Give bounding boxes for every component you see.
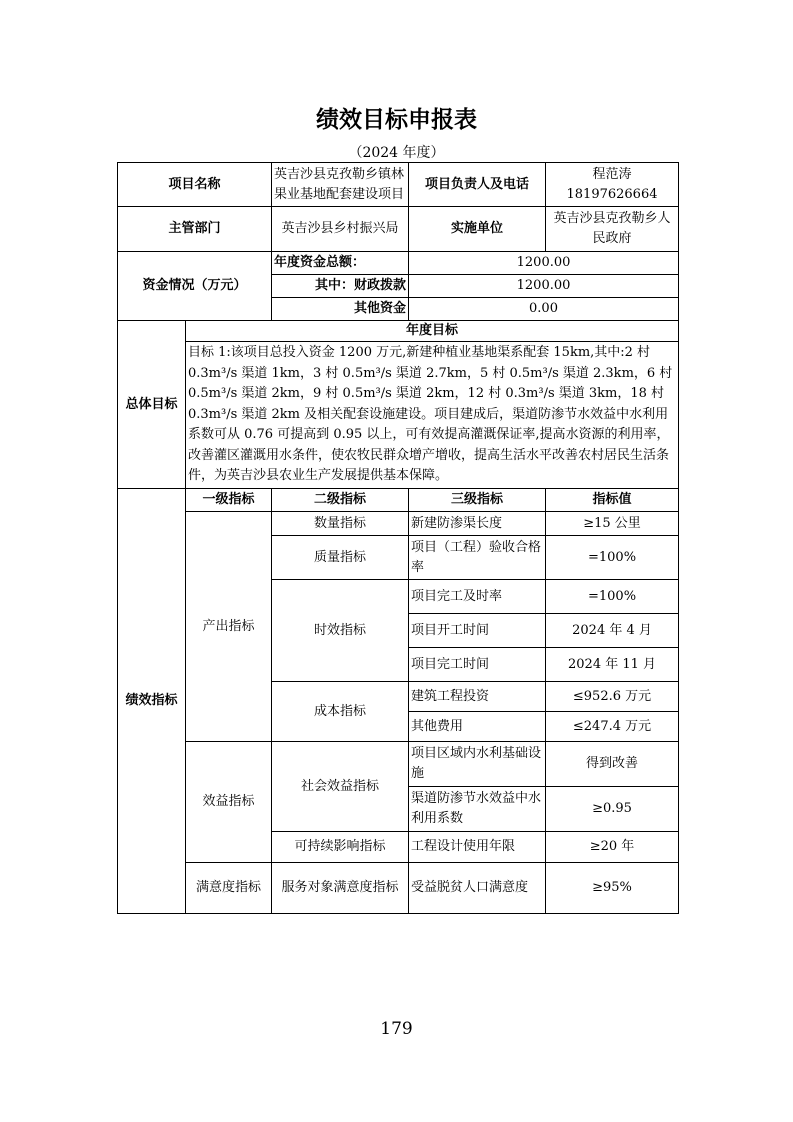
indicator-name: 其他费用 xyxy=(409,712,546,742)
header-level2: 二级指标 xyxy=(272,489,409,512)
header-level1: 一级指标 xyxy=(186,489,272,512)
project-name-label: 项目名称 xyxy=(118,163,272,207)
level2-cost: 成本指标 xyxy=(272,682,409,742)
indicator-name: 受益脱贫人口满意度 xyxy=(409,863,546,914)
dept-value: 英吉沙县乡村振兴局 xyxy=(272,207,409,252)
performance-label: 绩效指标 xyxy=(118,489,186,914)
indicator-value: ≥15 公里 xyxy=(546,512,679,536)
funds-fiscal-label: 其中：财政拨款 xyxy=(272,275,409,298)
level2-quantity: 数量指标 xyxy=(272,512,409,536)
header-level3: 三级指标 xyxy=(409,489,546,512)
level1-benefit: 效益指标 xyxy=(186,742,272,863)
table-row xyxy=(118,207,679,252)
indicator-value: 2024 年 11 月 xyxy=(546,648,679,682)
table-row xyxy=(118,489,679,512)
indicator-value: =100% xyxy=(546,580,679,614)
table-row xyxy=(118,742,679,787)
level2-quality: 质量指标 xyxy=(272,536,409,580)
indicator-name: 建筑工程投资 xyxy=(409,682,546,712)
indicator-value: =100% xyxy=(546,536,679,580)
header-value: 指标值 xyxy=(546,489,679,512)
indicator-name: 项目（工程）验收合格率 xyxy=(409,536,546,580)
project-name-value: 英吉沙县克孜勒乡镇林果业基地配套建设项目 xyxy=(272,163,409,207)
annual-target-header: 年度目标 xyxy=(186,321,679,342)
unit-value: 英吉沙县克孜勒乡人民政府 xyxy=(546,207,679,252)
indicator-value: ≥95% xyxy=(546,863,679,914)
dept-label: 主管部门 xyxy=(118,207,272,252)
indicator-value: ≥20 年 xyxy=(546,832,679,863)
document-year: （2024 年度） xyxy=(348,145,445,161)
indicator-value: ≥0.95 xyxy=(546,787,679,832)
table-row xyxy=(118,163,679,207)
level2-social: 社会效益指标 xyxy=(272,742,409,832)
indicator-name: 项目完工时间 xyxy=(409,648,546,682)
table-row xyxy=(118,321,679,342)
unit-label: 实施单位 xyxy=(409,207,546,252)
overall-target-label: 总体目标 xyxy=(118,321,186,489)
indicator-name: 渠道防渗节水效益中水利用系数 xyxy=(409,787,546,832)
funds-label: 资金情况（万元） xyxy=(118,252,272,321)
indicator-value: 得到改善 xyxy=(546,742,679,787)
funds-other-label: 其他资金 xyxy=(272,298,409,321)
indicator-value: ≤247.4 万元 xyxy=(546,712,679,742)
owner-value: 程范涛 18197626664 xyxy=(546,163,679,207)
funds-fiscal-value: 1200.00 xyxy=(409,275,679,298)
table-row xyxy=(118,342,679,489)
indicator-name: 项目开工时间 xyxy=(409,614,546,648)
table-row xyxy=(118,252,679,275)
level2-service-satisfaction: 服务对象满意度指标 xyxy=(272,863,409,914)
page-number: 179 xyxy=(380,1019,413,1039)
indicator-name: 新建防渗渠长度 xyxy=(409,512,546,536)
indicator-name: 项目区域内水利基础设施 xyxy=(409,742,546,787)
level1-output: 产出指标 xyxy=(186,512,272,742)
performance-target-table xyxy=(117,162,679,914)
indicator-value: ≤952.6 万元 xyxy=(546,682,679,712)
funds-other-value: 0.00 xyxy=(409,298,679,321)
document-title: 绩效目标申报表 xyxy=(316,107,477,133)
funds-total-value: 1200.00 xyxy=(409,252,679,275)
indicator-value: 2024 年 4 月 xyxy=(546,614,679,648)
level2-sustainable: 可持续影响指标 xyxy=(272,832,409,863)
level2-timeliness: 时效指标 xyxy=(272,580,409,682)
funds-total-label: 年度资金总额： xyxy=(272,252,409,275)
indicator-name: 工程设计使用年限 xyxy=(409,832,546,863)
table-row xyxy=(118,863,679,914)
table-row xyxy=(118,512,679,536)
indicator-name: 项目完工及时率 xyxy=(409,580,546,614)
overall-target-text: 目标 1:该项目总投入资金 1200 万元,新建种植业基地渠系配套 15km,其中:2 村 0.3m³/s 渠道 1km，3 村 0.5m³/s 渠道 2.7km，5 村 0.5m³/s 渠道 2.3km，6 村 0.5m³/s 渠道 2km，9 村 0.5m³/s 渠道 2km，12 村 0.3m³/s 渠道 3km，18 村 0.3m³/s 渠道 2km 及相关配套设施建设。项目建成后，渠道防渗节水效益中水利用系数可从 0.76 可提高到 0.95 以上，可有效提高灌溉保证率,提高水资源的利用率，改善灌区灌溉用水条件，使农牧民群众增产增收，提高生活水平改善农村居民生活条件，为英吉沙县农业生产发展提供基本保障。 xyxy=(186,342,679,489)
level1-satisfaction: 满意度指标 xyxy=(186,863,272,914)
owner-label: 项目负责人及电话 xyxy=(409,163,546,207)
